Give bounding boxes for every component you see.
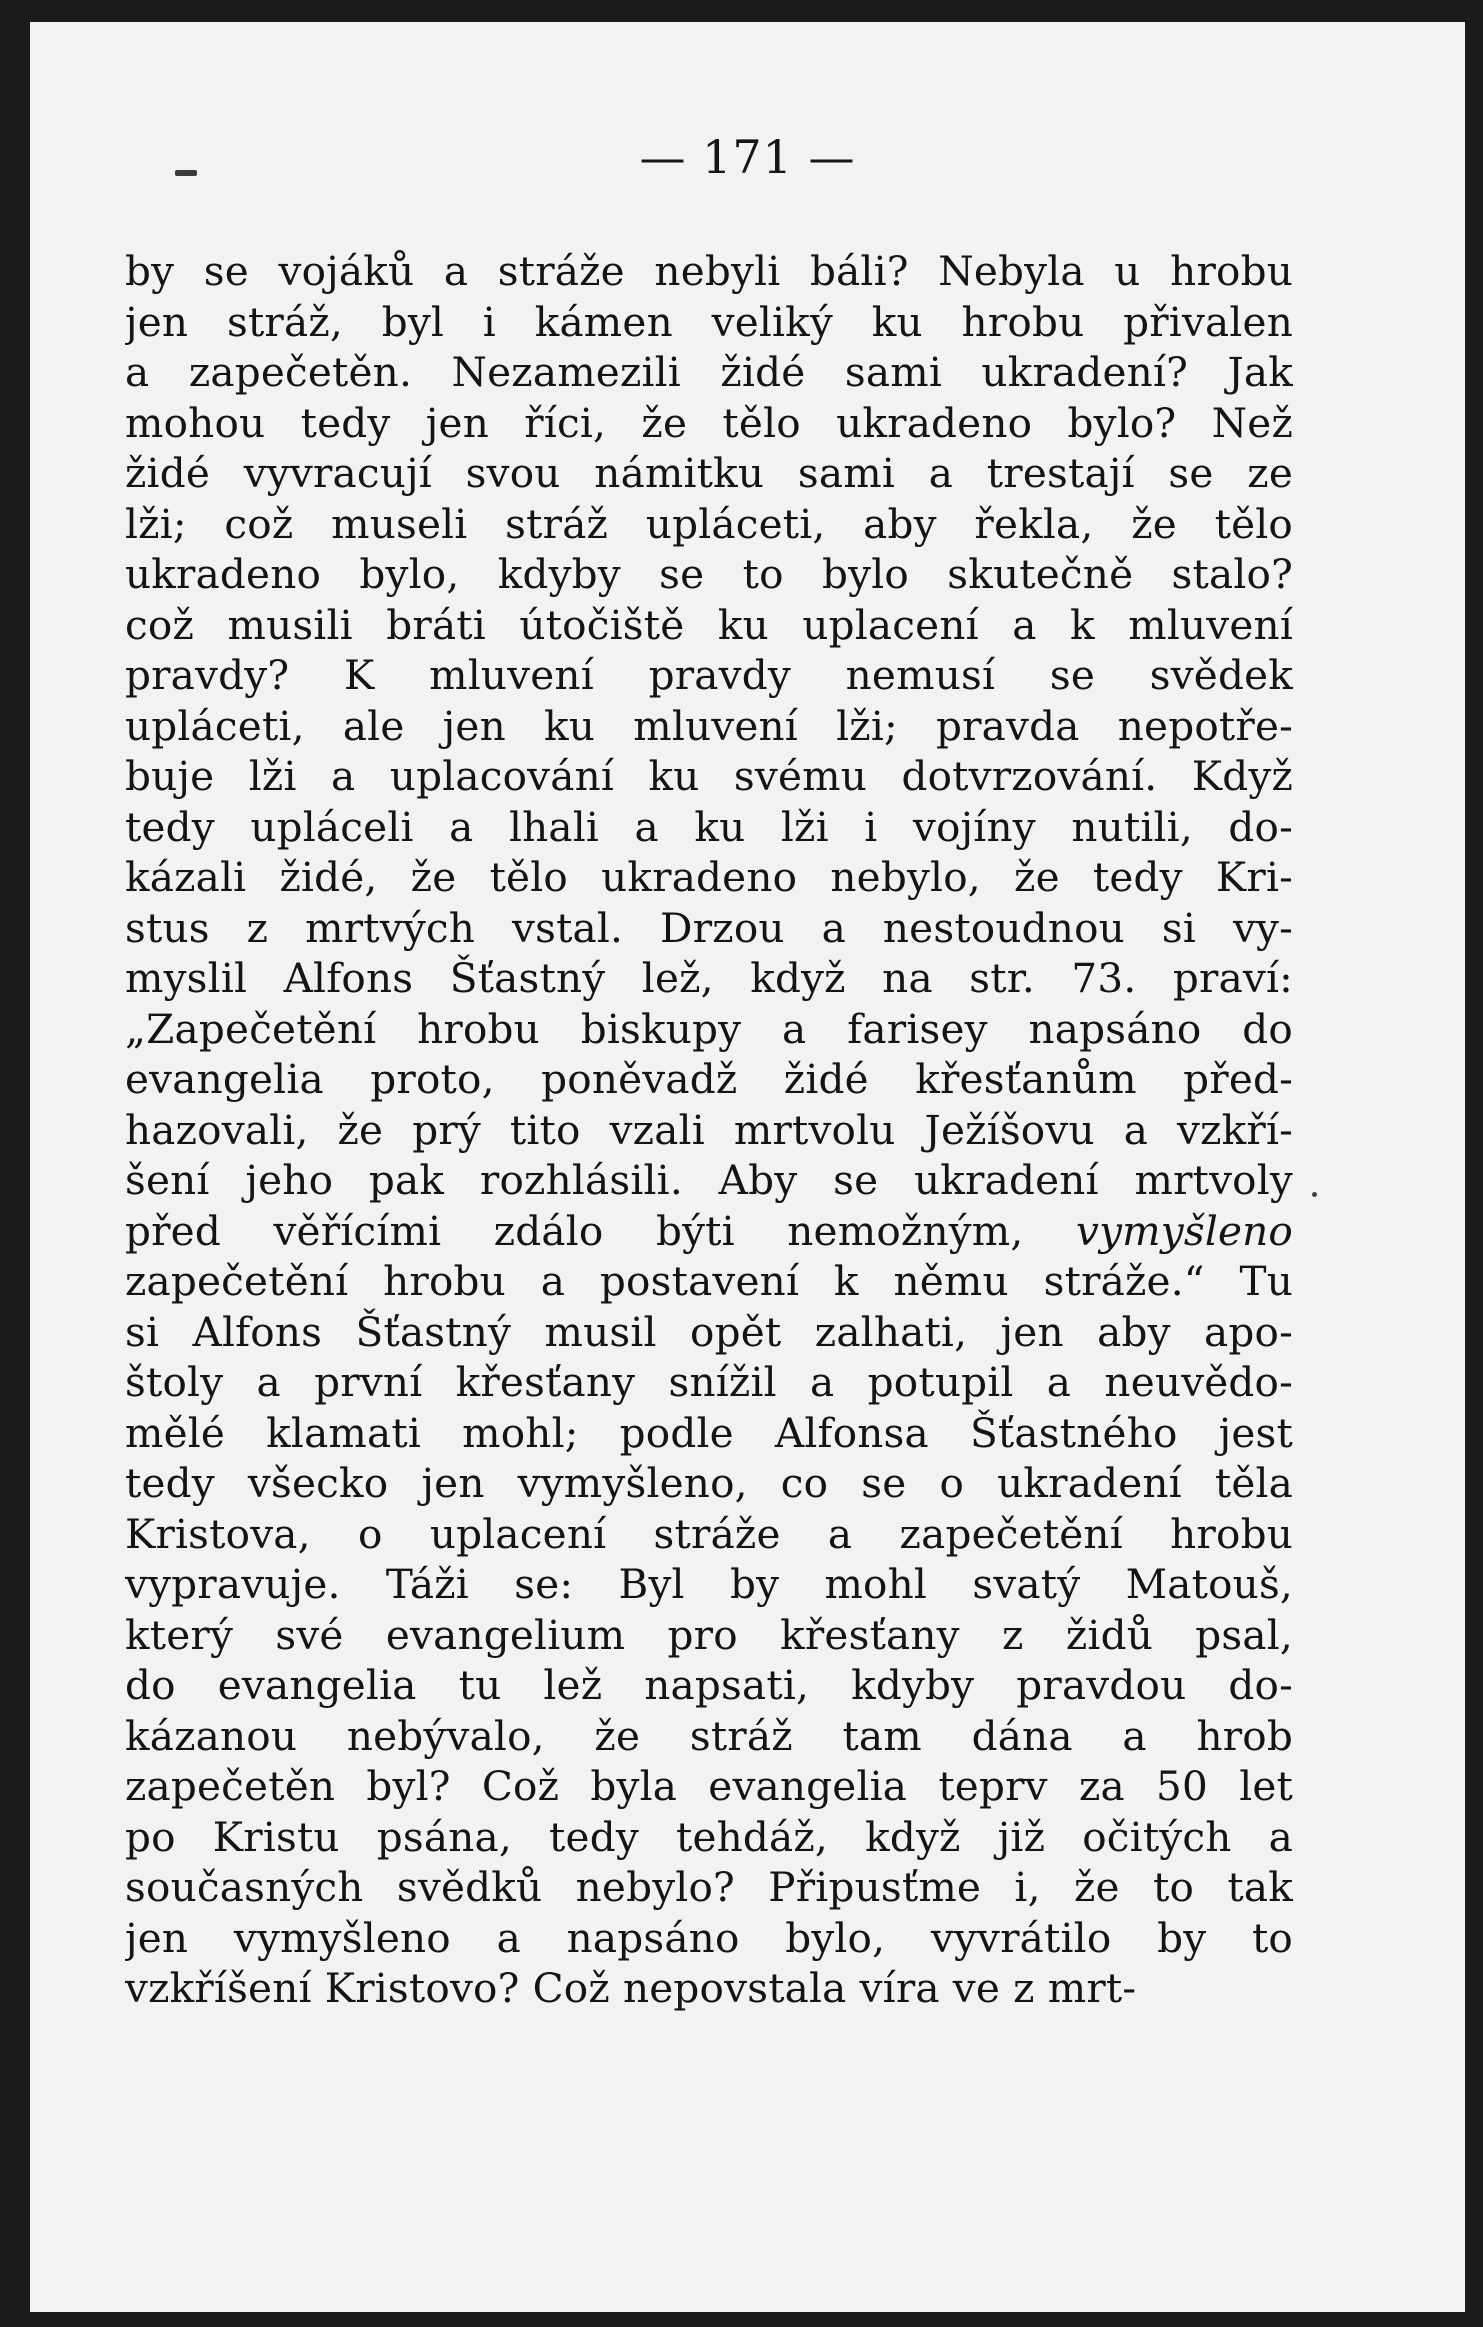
text-line: zapečetění hrobu a postavení k němu stráže.“ Tu [125, 1257, 1293, 1305]
text-line: zapečetěn byl? Což byla evangelia teprv za 50 let [125, 1762, 1293, 1810]
text-line: myslil Alfons Šťastný lež, když na str. 73. praví: [125, 954, 1293, 1002]
text-line: jen vymyšleno a napsáno bylo, vyvrátilo by to [125, 1913, 1293, 1962]
text-line: ukradeno bylo, kdyby se to bylo skutečně stalo? [125, 550, 1293, 598]
text-line: po Kristu psána, tedy tehdáž, když již očitých a [125, 1812, 1293, 1861]
page-number: — 171 — [639, 130, 856, 184]
text-line: si Alfons Šťastný musil opět zalhati, jen aby apo- [125, 1307, 1293, 1356]
body-text [125, 246, 1293, 2014]
text-line: mělé klamati mohl; podle Alfonsa Šťastného jest [125, 1408, 1293, 1457]
text-line: evangelia proto, poněvadž židé křesťanům před- [125, 1055, 1293, 1103]
text-line: jen stráž, byl i kámen veliký ku hrobu přivalen [125, 297, 1293, 346]
text-line: pravdy? K mluvení pravdy nemusí se svědek [125, 651, 1293, 699]
text-line: tedy upláceli a lhali a ku lži i vojíny nutili, do- [125, 802, 1293, 851]
text-line: současných svědků nebylo? Připusťme i, že to tak [125, 1863, 1293, 1911]
text-line: by se vojáků a stráže nebyli báli? Nebyla u hrobu [125, 247, 1293, 295]
text-line: a zapečetěn. Nezamezili židé sami ukradení? Jak [125, 348, 1293, 396]
text-line: „Zapečetění hrobu biskupy a farisey napsáno do [125, 1004, 1293, 1053]
text-line: tedy všecko jen vymyšleno, co se o ukradení těla [125, 1459, 1293, 1507]
text-line: vzkříšení Kristovo? Což nepovstala víra ve z mrt- [125, 1964, 1137, 2012]
text-line: vypravuje. Táži se: Byl by mohl svatý Matouš, [125, 1560, 1293, 1608]
text-line: hazovali, že prý tito vzali mrtvolu Ježíšovu a vzkří- [125, 1105, 1293, 1154]
text-line: do evangelia tu lež napsati, kdyby pravdou do- [125, 1661, 1293, 1709]
text-line: mohou tedy jen říci, že tělo ukradeno bylo? Než [125, 398, 1293, 447]
text-line-with-italic [125, 1206, 1293, 1257]
text-line: buje lži a uplacování ku svému dotvrzování. Když [125, 752, 1293, 800]
text-line: šení jeho pak rozhlásili. Aby se ukradení mrtvoly [125, 1156, 1293, 1204]
paper-speck [1312, 1192, 1317, 1197]
text-line: kázanou nebývalo, že stráž tam dána a hrob [125, 1711, 1293, 1760]
text-line: židé vyvracují svou námitku sami a trestají se ze [125, 449, 1293, 497]
italic-word: vymyšleno [1076, 1206, 1293, 1255]
text-line: Kristova, o uplacení stráže a zapečetění hrobu [125, 1509, 1293, 1558]
text-line: který své evangelium pro křesťany z židů psal, [125, 1610, 1293, 1659]
text-line: upláceti, ale jen ku mluvení lži; pravda nepotře- [125, 701, 1293, 750]
text-line: stus z mrtvých vstal. Drzou a nestoudnou si vy- [125, 903, 1293, 952]
text-line: což musili bráti útočiště ku uplacení a k mluvení [125, 600, 1293, 649]
book-page [30, 22, 1465, 2312]
text-line: lži; což museli stráž upláceti, aby řekla, že tělo [125, 499, 1293, 548]
text-segment: před věřícími zdálo býti nemožným, [125, 1206, 1024, 1255]
text-line: štoly a první křesťany snížil a potupil a neuvědo- [125, 1358, 1293, 1406]
text-line: kázali židé, že tělo ukradeno nebylo, že tedy Kri- [125, 853, 1293, 901]
